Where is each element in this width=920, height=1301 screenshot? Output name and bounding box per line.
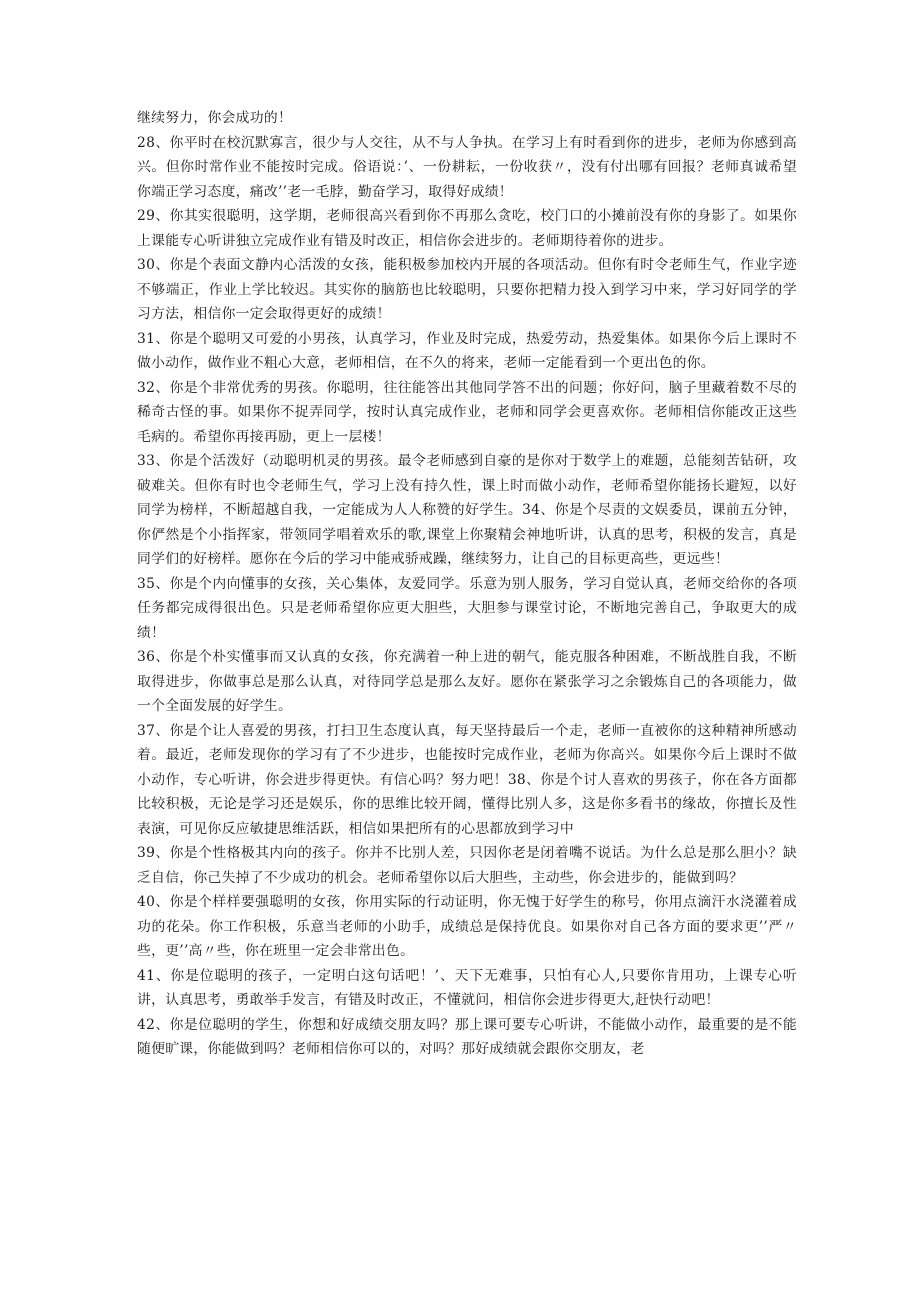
comment-32: 32、你是个非常优秀的男孩。你聪明，往往能答出其他同学答不出的问题；你好问，脑子里藏着数不尽的稀奇古怪的事。如果你不捉弄同学，按时认真完成作业，老师和同学会更喜欢你。老师相信你能改正这些毛病的。希望你再接再励，更上一层楼！ bbox=[137, 379, 797, 445]
comment-40: 40、你是个样样要强聪明的女孩，你用实际的行动证明，你无愧于好学生的称号，你用点滴汗水浇灌着成功的花朵。你工作积极，乐意当老师的小助手，成绩总是保持优良。如果你对自己各方面的要求更’’严〃些，更’’高〃些，你在班里一定会非常出色。 bbox=[137, 894, 797, 959]
comment-35: 35、你是个内向懂事的女孩，关心集体，友爱同学。乐意为别人服务，学习自觉认真，老师交给你的各项任务都完成得很出色。只是老师希望你应更大胆些，大胆参与课堂讨论，不断地完善自己，争取更大的成绩！ bbox=[137, 575, 797, 641]
document-page bbox=[137, 106, 797, 1062]
comment-41: 41、你是位聪明的孩子，一定明白这句话吧！’、天下无难事，只怕有心人,只要你肯用功，上课专心听讲，认真思考，勇敢举手发言，有错及时改正，不懂就问，相信你会进步得更大,赶快行动吧！ bbox=[137, 967, 797, 1008]
comment-31: 31、你是个聪明又可爱的小男孩，认真学习，作业及时完成，热爱劳动，热爱集体。如果你今后上课时不做小动作，做作业不粗心大意，老师相信，在不久的将来，老师一定能看到一个更出色的你。 bbox=[137, 330, 797, 371]
comment-36: 36、你是个朴实懂事而又认真的女孩，你充满着一种上进的朝气，能克服各种困难，不断战胜自我，不断取得进步，你做事总是那么认真，对待同学总是那么友好。愿你在紧张学习之余锻炼自己的各项能力，做一个全面发展的好学生。 bbox=[137, 649, 797, 714]
paragraph-continuation: 继续努力，你会成功的！ bbox=[137, 110, 293, 126]
comment-30: 30、你是个表面文静内心活泼的女孩，能积极参加校内开展的各项活动。但你有时令老师生气，作业字迹不够端正，作业上学比较迟。其实你的脑筋也比较聪明，只要你把精力投入到学习中来，学习好同学的学习方法，相信你一定会取得更好的成绩！ bbox=[137, 257, 797, 322]
comment-39: 39、你是个性格极其内向的孩子。你并不比别人差，只因你老是闭着嘴不说话。为什么总是那么胆小？缺乏自信，你己失掉了不少成功的机会。老师希望你以后大胆些，主动些，你会进步的，能做到吗？ bbox=[137, 845, 797, 886]
comment-37-38: 37、你是个让人喜爱的男孩，打扫卫生态度认真，每天坚持最后一个走，老师一直被你的这种精神所感动着。最近，老师发现你的学习有了不少进步，也能按时完成作业，老师为你高兴。如果你今后上课时不做小动作，专心听讲，你会进步得更快。有信心吗？努力吧！38、你是个讨人喜欢的男孩子，你在各方面都比较积极，无论是学习还是娱乐，你的思维比较开阔，懂得比别人多，这是你多看书的缘故，你擅长及性表演，可见你反应敏捷思维活跃，相信如果把所有的心思都放到学习中 bbox=[137, 722, 797, 837]
comment-33-34: 33、你是个活泼好（动聪明机灵的男孩。最令老师感到自豪的是你对于数学上的难题，总能刻苦钻研，攻破难关。但你有时也令老师生气，学习上没有持久性，课上时而做小动作，老师希望你能扬长避短，以好同学为榜样，不断超越自我，一定能成为人人称赞的好学生。34、你是个尽责的文娱委员，课前五分钟，你俨然是个小指挥家，带领同学唱着欢乐的歌,课堂上你聚精会神地听讲，认真的思考，积极的发言，真是同学们的好榜样。愿你在今后的学习中能戒骄戒躁，继续努力，让自己的目标更高些，更远些！ bbox=[137, 453, 797, 567]
comment-42: 42、你是位聪明的学生，你想和好成绩交朋友吗？那上课可要专心听讲，不能做小动作，最重要的是不能随便旷课，你能做到吗？老师相信你可以的，对吗？那好成绩就会跟你交朋友，老 bbox=[137, 1016, 797, 1057]
comment-29: 29、你其实很聪明，这学期，老师很高兴看到你不再那么贪吃，校门口的小摊前没有你的身影了。如果你上课能专心听讲独立完成作业有错及时改正，相信你会进步的。老师期待着你的进步。 bbox=[137, 208, 797, 249]
comment-28: 28、你平时在校沉默寡言，很少与人交往，从不与人争执。在学习上有时看到你的进步，老师为你感到高兴。但你时常作业不能按时完成。俗语说：’、一份耕耘，一份收获〃，没有付出哪有回报？老师真诚希望你端正学习态度，痛改’’老一毛脖，勤奋学习，取得好成绩！ bbox=[137, 134, 797, 200]
